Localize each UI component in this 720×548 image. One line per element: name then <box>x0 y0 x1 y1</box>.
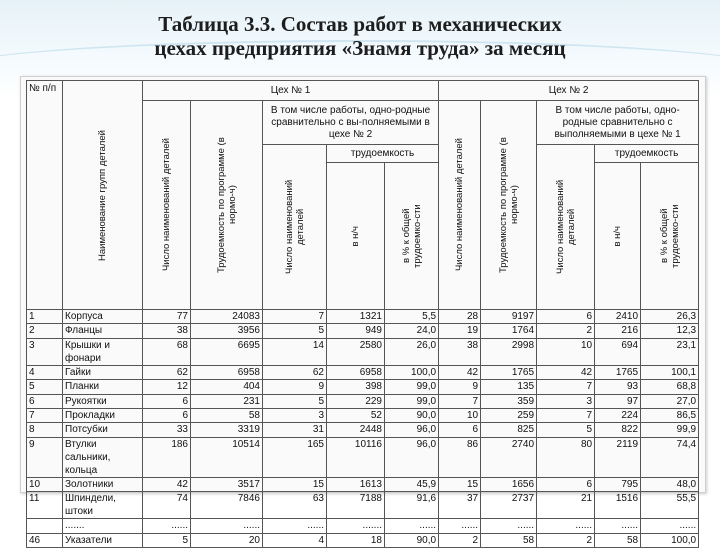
row-similar-pct-1: 24,0 <box>385 324 439 338</box>
row-group-name: Гайки <box>63 365 143 379</box>
header-labor-1: Трудоемкость по программе (в нормо-ч) <box>191 101 263 310</box>
row-count-2: 2 <box>439 533 481 547</box>
row-no: 5 <box>27 380 63 394</box>
row-count-2: 15 <box>439 477 481 491</box>
row-similar-nh-1: 1613 <box>327 477 385 491</box>
row-labor-2: 825 <box>481 423 537 437</box>
row-similar-count-2: 21 <box>537 492 595 519</box>
row-similar-pct-1: 5,5 <box>385 310 439 324</box>
row-count-2: 28 <box>439 310 481 324</box>
row-similar-nh-1: 1321 <box>327 310 385 324</box>
row-similar-count-1: 4 <box>263 533 327 547</box>
row-similar-pct-1: 96,0 <box>385 437 439 477</box>
row-labor-2: 2740 <box>481 437 537 477</box>
row-count-2: 19 <box>439 324 481 338</box>
header-sub-pct-2: в % к общей трудоемко-сти <box>641 163 699 310</box>
row-similar-nh-2: 216 <box>595 324 641 338</box>
row-no: 11 <box>27 492 63 519</box>
table-row <box>27 423 699 437</box>
row-similar-nh-1: ....... <box>327 519 385 533</box>
row-labor-1: 3517 <box>191 477 263 491</box>
row-labor-1: 404 <box>191 380 263 394</box>
table-row <box>27 365 699 379</box>
row-labor-1: ...... <box>191 519 263 533</box>
row-group-name: ....... <box>63 519 143 533</box>
row-no <box>27 519 63 533</box>
row-count-1: 33 <box>143 423 191 437</box>
row-similar-pct-2: 48,0 <box>641 477 699 491</box>
row-count-2: 9 <box>439 380 481 394</box>
row-similar-pct-1: 90,0 <box>385 533 439 547</box>
row-similar-nh-2: 58 <box>595 533 641 547</box>
header-similar-2: В том числе работы, одно-родные сравнительно с выполняемыми в цехе № 1 <box>537 101 699 145</box>
row-count-2: 6 <box>439 423 481 437</box>
row-no: 4 <box>27 365 63 379</box>
row-similar-pct-2: 27,0 <box>641 394 699 408</box>
table-row <box>27 533 699 547</box>
row-similar-pct-2: 99,9 <box>641 423 699 437</box>
header-similar-1: В том числе работы, одно-родные сравнительно с вы-полняемыми в цехе № 2 <box>263 101 439 145</box>
row-similar-pct-1: ...... <box>385 519 439 533</box>
header-count-2: Число наименований деталей <box>439 101 481 310</box>
row-labor-2: ...... <box>481 519 537 533</box>
row-labor-1: 3319 <box>191 423 263 437</box>
row-similar-nh-2: 1516 <box>595 492 641 519</box>
row-similar-count-2: 2 <box>537 324 595 338</box>
header-labor-label-2: трудоемкость <box>595 145 699 163</box>
row-labor-2: 1764 <box>481 324 537 338</box>
row-count-2: 86 <box>439 437 481 477</box>
row-labor-2: 135 <box>481 380 537 394</box>
row-similar-pct-1: 91,6 <box>385 492 439 519</box>
row-group-name: Указатели <box>63 533 143 547</box>
row-similar-count-1: 15 <box>263 477 327 491</box>
row-labor-2: 9197 <box>481 310 537 324</box>
row-group-name: Фланцы <box>63 324 143 338</box>
row-similar-nh-1: 10116 <box>327 437 385 477</box>
row-similar-nh-1: 2448 <box>327 423 385 437</box>
header-sub-count-1: Число наименований деталей <box>263 145 327 310</box>
row-similar-count-1: 5 <box>263 394 327 408</box>
row-count-1: 12 <box>143 380 191 394</box>
table-row <box>27 408 699 422</box>
row-labor-1: 58 <box>191 408 263 422</box>
row-similar-pct-2: 55,5 <box>641 492 699 519</box>
table-row <box>27 380 699 394</box>
row-similar-pct-1: 99,0 <box>385 380 439 394</box>
table-row <box>27 310 699 324</box>
row-similar-count-2: 7 <box>537 380 595 394</box>
row-similar-count-1: ...... <box>263 519 327 533</box>
row-group-name: Корпуса <box>63 310 143 324</box>
table-row <box>27 394 699 408</box>
row-similar-count-1: 31 <box>263 423 327 437</box>
row-count-1: 186 <box>143 437 191 477</box>
row-similar-nh-1: 949 <box>327 324 385 338</box>
row-similar-pct-2: 100,0 <box>641 533 699 547</box>
row-similar-nh-1: 6958 <box>327 365 385 379</box>
row-similar-pct-1: 45,9 <box>385 477 439 491</box>
row-count-1: 6 <box>143 408 191 422</box>
row-similar-pct-1: 99,0 <box>385 394 439 408</box>
row-similar-count-2: 2 <box>537 533 595 547</box>
row-similar-count-2: 6 <box>537 477 595 491</box>
row-similar-count-1: 7 <box>263 310 327 324</box>
row-no: 7 <box>27 408 63 422</box>
row-group-name: Рукоятки <box>63 394 143 408</box>
row-no: 9 <box>27 437 63 477</box>
row-labor-1: 6958 <box>191 365 263 379</box>
row-similar-nh-2: 97 <box>595 394 641 408</box>
row-similar-nh-2: 795 <box>595 477 641 491</box>
row-similar-count-2: 10 <box>537 338 595 365</box>
row-similar-nh-1: 52 <box>327 408 385 422</box>
row-labor-2: 2737 <box>481 492 537 519</box>
table-row <box>27 437 699 477</box>
row-similar-count-2: 42 <box>537 365 595 379</box>
row-count-1: 62 <box>143 365 191 379</box>
row-labor-2: 1765 <box>481 365 537 379</box>
table-body <box>27 310 699 548</box>
row-count-2: ...... <box>439 519 481 533</box>
header-shop-1: Цех № 1 <box>143 81 439 101</box>
table-row <box>27 324 699 338</box>
row-similar-nh-2: 822 <box>595 423 641 437</box>
row-similar-nh-2: 2119 <box>595 437 641 477</box>
row-similar-pct-2: 12,3 <box>641 324 699 338</box>
row-labor-2: 359 <box>481 394 537 408</box>
header-sub-nh-1: в н/ч <box>327 163 385 310</box>
row-similar-nh-2: 1765 <box>595 365 641 379</box>
row-no: 46 <box>27 533 63 547</box>
row-similar-pct-2: 68,8 <box>641 380 699 394</box>
row-labor-2: 58 <box>481 533 537 547</box>
row-group-name: Планки <box>63 380 143 394</box>
table-row <box>27 492 699 519</box>
row-count-2: 38 <box>439 338 481 365</box>
row-no: 10 <box>27 477 63 491</box>
table-row <box>27 477 699 491</box>
row-count-1: 38 <box>143 324 191 338</box>
row-count-1: 74 <box>143 492 191 519</box>
row-no: 1 <box>27 310 63 324</box>
row-no: 8 <box>27 423 63 437</box>
row-similar-pct-2: 26,3 <box>641 310 699 324</box>
header-sub-nh-2: в н/ч <box>595 163 641 310</box>
header-group-name: Наименование групп деталей <box>63 81 143 310</box>
row-similar-pct-2: 100,1 <box>641 365 699 379</box>
header-labor-2: Трудоемкость по программе (в нормо-ч) <box>481 101 537 310</box>
row-group-name: Потсубки <box>63 423 143 437</box>
row-labor-2: 2998 <box>481 338 537 365</box>
row-similar-pct-2: 74,4 <box>641 437 699 477</box>
row-labor-2: 259 <box>481 408 537 422</box>
row-count-1: 77 <box>143 310 191 324</box>
row-no: 2 <box>27 324 63 338</box>
row-similar-count-2: 80 <box>537 437 595 477</box>
row-similar-count-1: 14 <box>263 338 327 365</box>
row-similar-nh-1: 18 <box>327 533 385 547</box>
row-labor-1: 10514 <box>191 437 263 477</box>
row-similar-count-1: 3 <box>263 408 327 422</box>
row-similar-count-2: 5 <box>537 423 595 437</box>
row-similar-pct-2: 23,1 <box>641 338 699 365</box>
row-labor-1: 20 <box>191 533 263 547</box>
row-similar-count-2: 7 <box>537 408 595 422</box>
row-count-1: 6 <box>143 394 191 408</box>
title-line-1: Таблица 3.3. Состав работ в механических <box>158 12 562 36</box>
row-similar-pct-1: 96,0 <box>385 423 439 437</box>
header-no: № п/п <box>27 81 63 310</box>
row-count-2: 10 <box>439 408 481 422</box>
row-labor-1: 7846 <box>191 492 263 519</box>
row-labor-1: 3956 <box>191 324 263 338</box>
page-title <box>0 12 720 60</box>
header-sub-count-2: Число наименований деталей <box>537 145 595 310</box>
row-similar-nh-1: 7188 <box>327 492 385 519</box>
row-count-2: 37 <box>439 492 481 519</box>
row-similar-count-1: 165 <box>263 437 327 477</box>
row-count-1: 42 <box>143 477 191 491</box>
header-count-1: Число наименований деталей <box>143 101 191 310</box>
row-similar-nh-2: 224 <box>595 408 641 422</box>
row-similar-count-1: 9 <box>263 380 327 394</box>
row-similar-nh-1: 398 <box>327 380 385 394</box>
row-similar-nh-2: 93 <box>595 380 641 394</box>
row-similar-pct-1: 100,0 <box>385 365 439 379</box>
row-similar-count-2: 6 <box>537 310 595 324</box>
row-similar-nh-1: 2580 <box>327 338 385 365</box>
row-similar-count-1: 5 <box>263 324 327 338</box>
row-group-name: Втулки сальники, кольца <box>63 437 143 477</box>
row-labor-2: 1656 <box>481 477 537 491</box>
table-row <box>27 519 699 533</box>
row-similar-nh-2: ...... <box>595 519 641 533</box>
row-similar-nh-2: 2410 <box>595 310 641 324</box>
row-similar-pct-2: ...... <box>641 519 699 533</box>
table-row <box>27 338 699 365</box>
row-count-2: 7 <box>439 394 481 408</box>
row-similar-nh-2: 694 <box>595 338 641 365</box>
row-no: 6 <box>27 394 63 408</box>
title-line-2: цехах предприятия «Знамя труда» за месяц <box>154 36 566 60</box>
row-labor-1: 6695 <box>191 338 263 365</box>
row-count-1: ...... <box>143 519 191 533</box>
row-count-2: 42 <box>439 365 481 379</box>
row-group-name: Золотники <box>63 477 143 491</box>
row-similar-nh-1: 229 <box>327 394 385 408</box>
row-similar-pct-1: 90,0 <box>385 408 439 422</box>
work-composition-table <box>26 80 699 548</box>
row-labor-1: 24083 <box>191 310 263 324</box>
row-group-name: Шпиндели, штоки <box>63 492 143 519</box>
header-shop-2: Цех № 2 <box>439 81 699 101</box>
row-labor-1: 231 <box>191 394 263 408</box>
row-similar-count-1: 62 <box>263 365 327 379</box>
row-group-name: Крышки и фонари <box>63 338 143 365</box>
row-no: 3 <box>27 338 63 365</box>
row-group-name: Прокладки <box>63 408 143 422</box>
header-sub-pct-1: в % к общей трудоемко-сти <box>385 163 439 310</box>
row-count-1: 68 <box>143 338 191 365</box>
row-similar-count-1: 63 <box>263 492 327 519</box>
row-similar-count-2: 3 <box>537 394 595 408</box>
header-labor-label-1: трудоемкость <box>327 145 439 163</box>
row-similar-pct-1: 26,0 <box>385 338 439 365</box>
row-similar-count-2: ...... <box>537 519 595 533</box>
row-count-1: 5 <box>143 533 191 547</box>
row-similar-pct-2: 86,5 <box>641 408 699 422</box>
